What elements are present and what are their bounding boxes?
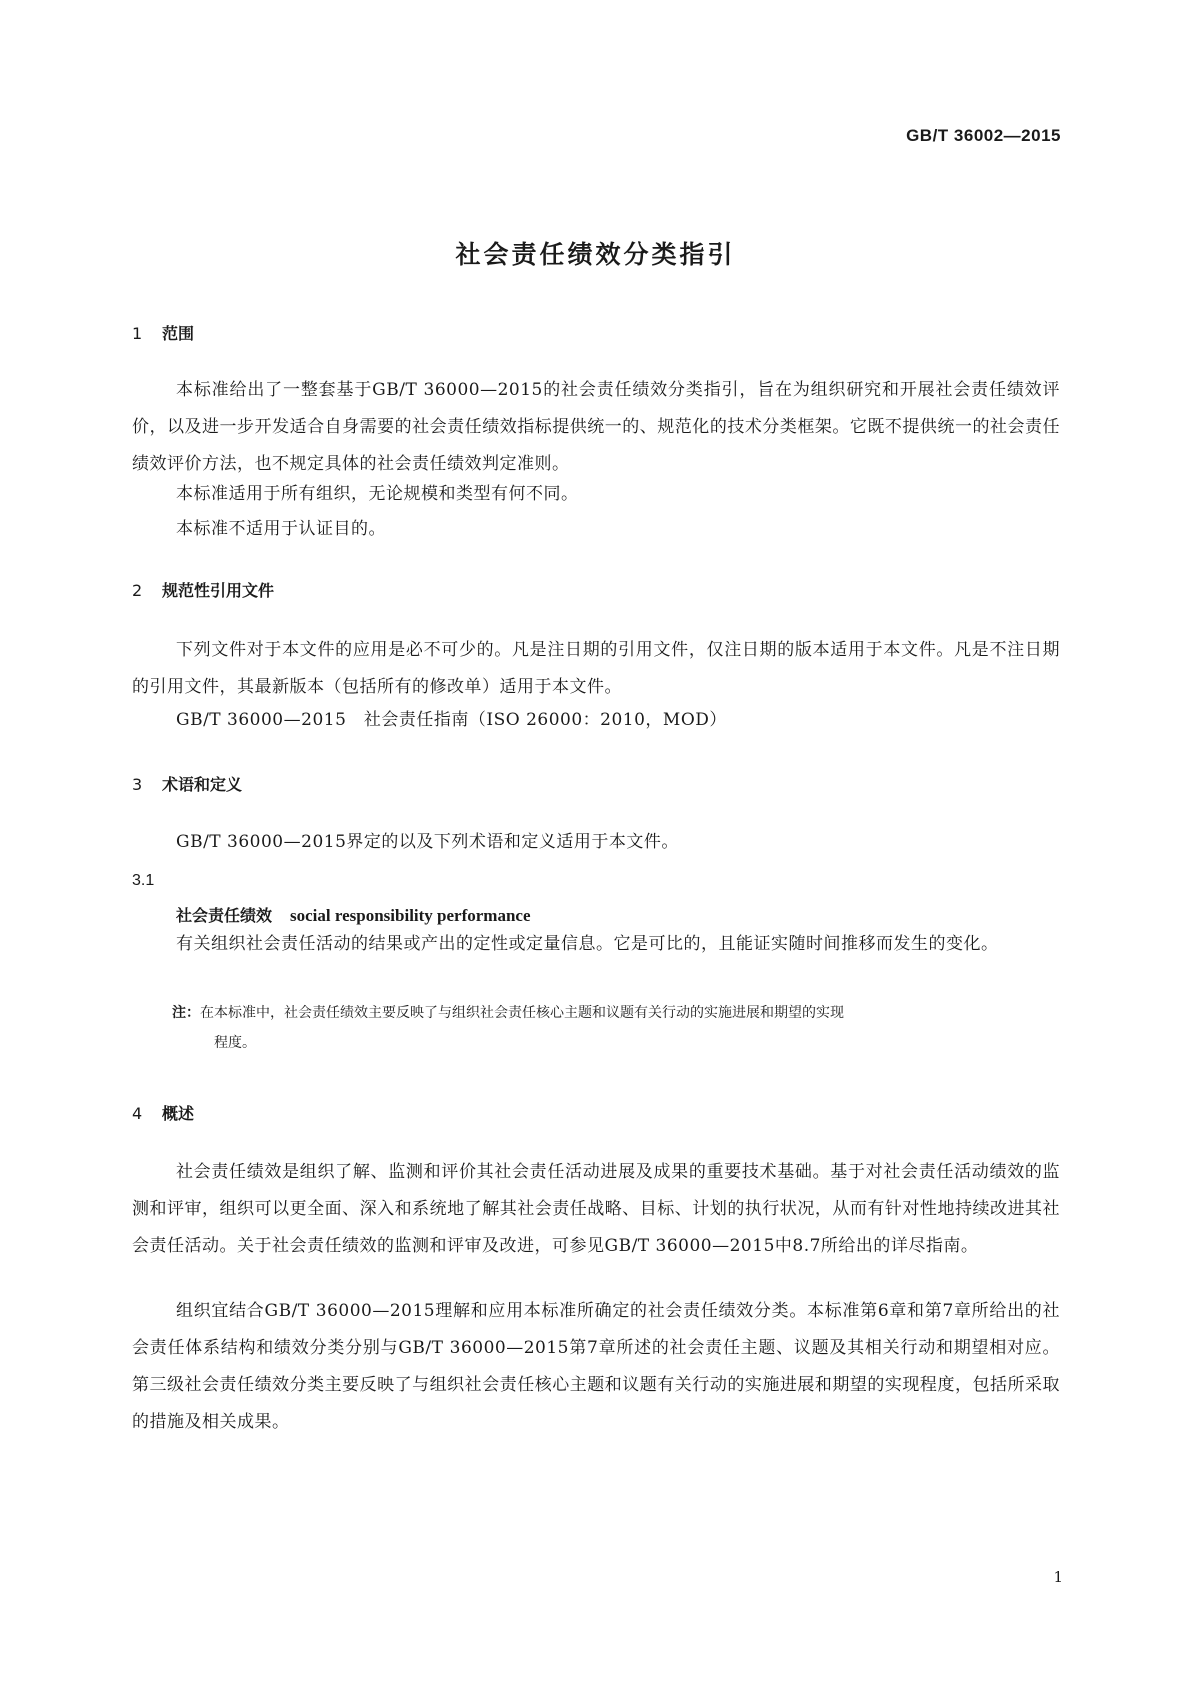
section-number: 3 [132,775,143,794]
section-title: 术语和定义 [162,775,243,794]
paragraph: 下列文件对于本文件的应用是必不可少的。凡是注日期的引用文件，仅注日期的版本适用于本文件。凡是不注日期的引用文件，其最新版本（包括所有的修改单）适用于本文件。 [132,640,1060,697]
section-number: 4 [132,1104,143,1123]
term-chinese: 社会责任绩效 [176,906,273,925]
section-number: 1 [132,324,143,343]
paragraph: 本标准不适用于认证目的。 [176,519,386,539]
paragraph: 本标准给出了一整套基于GB/T 36000—2015的社会责任绩效分类指引，旨在为组织研究和开展社会责任绩效评价，以及进一步开发适合自身需要的社会责任绩效指标提供统一的、规范化的技术分类框架。它既不提供统一的社会责任绩效评价方法，也不规定具体的社会责任绩效判定准则。 [132,380,1060,474]
section-heading-3 [132,772,242,795]
note-label: 注： [172,1005,200,1021]
paragraph: GB/T 36000—2015界定的以及下列术语和定义适用于本文件。 [176,832,679,852]
document-title: 社会责任绩效分类指引 [455,240,736,269]
note-text-continued: 程度。 [214,1035,256,1051]
section-heading-2 [132,578,274,601]
term-definition: 有关组织社会责任活动的结果或产出的定性或定量信息。它是可比的，且能证实随时间推移而发生的变化。 [176,934,999,954]
term-number: 3.1 [132,872,155,889]
paragraph: 社会责任绩效是组织了解、监测和评价其社会责任活动进展及成果的重要技术基础。基于对社会责任活动绩效的监测和评审，组织可以更全面、深入和系统地了解其社会责任战略、目标、计划的执行状况，从而有针对性地持续改进其社会责任活动。关于社会责任绩效的监测和评审及改进，可参见GB/T 36000—2015中8.7所给出的详尽指南。 [132,1162,1060,1256]
paragraph: 组织宜结合GB/T 36000—2015理解和应用本标准所确定的社会责任绩效分类。本标准第6章和第7章所给出的社会责任体系结构和绩效分类分别与GB/T 36000—2015第7章所述的社会责任主题、议题及其相关行动和期望相对应。第三级社会责任绩效分类主要反映了与组织社会责任核心主题和议题有关行动的实施进展和期望的实现程度，包括所采取的措施及相关成果。 [132,1301,1060,1432]
normative-reference: GB/T 36000—2015 社会责任指南（ISO 26000：2010，MOD） [176,710,727,730]
section-heading-4 [132,1101,194,1124]
page-number: 1 [1053,1568,1063,1586]
term-entry [176,903,531,926]
section-title: 范围 [162,324,195,343]
section-number: 2 [132,581,143,600]
section-heading-1 [132,321,194,344]
term-english: social responsibility performance [290,906,531,925]
note [172,998,1060,1058]
section-title: 规范性引用文件 [162,581,275,600]
paragraph: 本标准适用于所有组织，无论规模和类型有何不同。 [176,484,579,504]
standard-code: GB/T 36002—2015 [906,126,1061,145]
section-title: 概述 [162,1104,195,1123]
note-text: 在本标准中，社会责任绩效主要反映了与组织社会责任核心主题和议题有关行动的实施进展和期望的实现 [200,1005,844,1021]
